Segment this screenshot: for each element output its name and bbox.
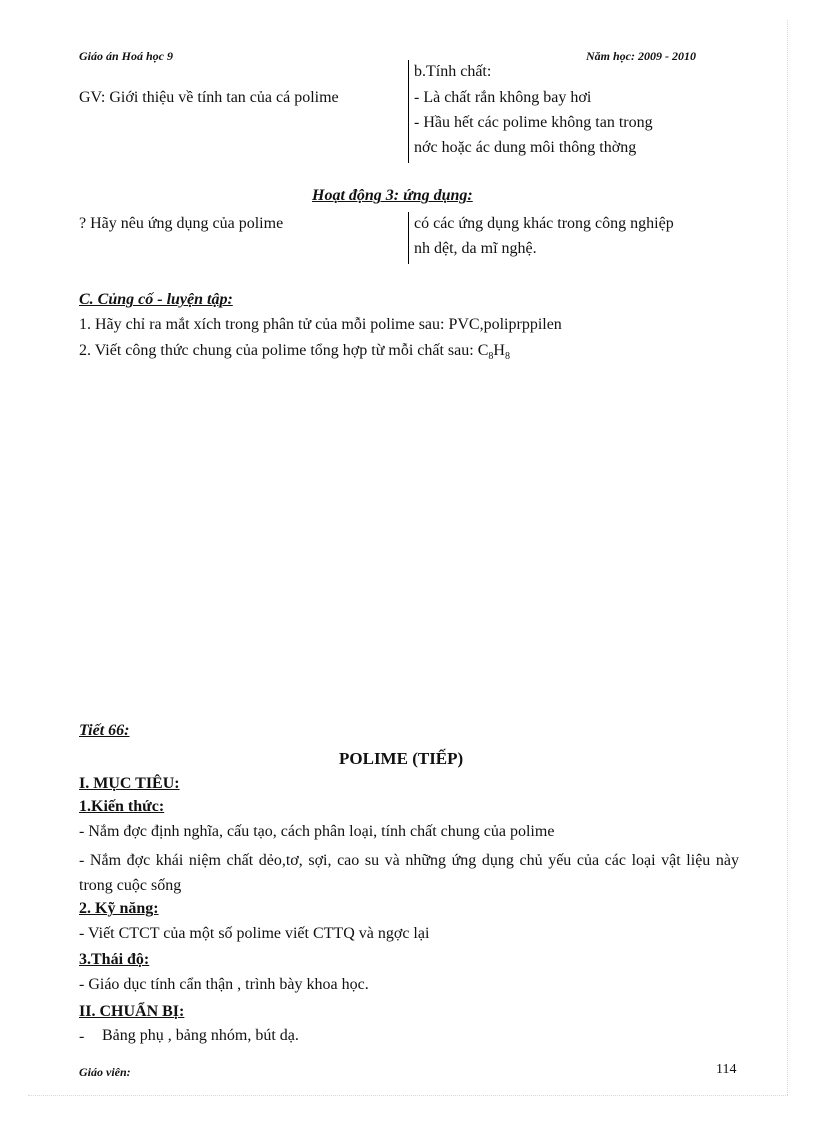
exercise-1: 1. Hãy chỉ ra mắt xích trong phân tử của mỗi polime sau: PVC,poliprppilen: [79, 316, 562, 333]
property-line: nớc hoặc ác dung môi thông thờng: [414, 139, 637, 156]
table-divider: [408, 60, 409, 163]
skills-item: - Viết CTCT của một số polime viết CTTQ và ngợc lại: [79, 925, 430, 942]
skills-heading: 2. Kỹ năng:: [79, 900, 159, 917]
preparation-bullet: -: [79, 1028, 85, 1045]
page-border-bottom: [28, 1095, 788, 1096]
activity3-answer-line: nh dệt, da mĩ nghệ.: [414, 240, 537, 257]
exercise-2: 2. Viết công thức chung của polime tổng hợp từ mỗi chất sau: $C_8H_8$: [79, 342, 510, 363]
page-number: 114: [716, 1062, 737, 1077]
property-heading: b.Tính chất:: [414, 63, 492, 80]
property-line: - Là chất rắn không bay hơi: [414, 89, 592, 106]
consolidation-title: C. Củng cố - luyện tập:: [79, 291, 233, 308]
knowledge-item: - Nắm đợc khái niệm chất dẻo,tơ, sợi, cao su và những ứng dụng chủ yếu của các loại vật liệu này trong cuộc sống: [79, 852, 739, 894]
header-right: Năm học: 2009 - 2010: [586, 49, 696, 63]
preparation-heading: II. CHUẨN BỊ:: [79, 1003, 185, 1020]
activity3-answer-line: có các ứng dụng khác trong công nghiệp: [414, 215, 674, 232]
lesson-title: POLIME (TIẾP): [339, 749, 464, 768]
property-line: - Hầu hết các polime không tan trong: [414, 114, 653, 131]
attitude-heading: 3.Thái độ:: [79, 951, 150, 968]
attitude-item: - Giáo dục tính cẩn thận , trình bày khoa học.: [79, 976, 369, 993]
preparation-item: Bảng phụ , bảng nhóm, bút dạ.: [102, 1027, 299, 1044]
footer-teacher: Giáo viên:: [79, 1065, 131, 1079]
knowledge-item: - Nắm đợc định nghĩa, cấu tạo, cách phân loại, tính chất chung của polime: [79, 823, 555, 840]
activity3-question: ? Hãy nêu ứng dụng của polime: [79, 215, 284, 232]
knowledge-heading: 1.Kiến thức:: [79, 798, 165, 815]
teacher-activity: GV: Giới thiệu về tính tan của cá polime: [79, 89, 339, 106]
page-border-right: [787, 20, 788, 1095]
lesson-period: Tiết 66:: [79, 722, 130, 739]
table-divider: [408, 212, 409, 264]
objectives-heading: I. MỤC TIÊU:: [79, 775, 180, 792]
header-left: Giáo án Hoá học 9: [79, 49, 174, 63]
activity3-title: Hoạt động 3: ứng dụng:: [312, 187, 473, 204]
